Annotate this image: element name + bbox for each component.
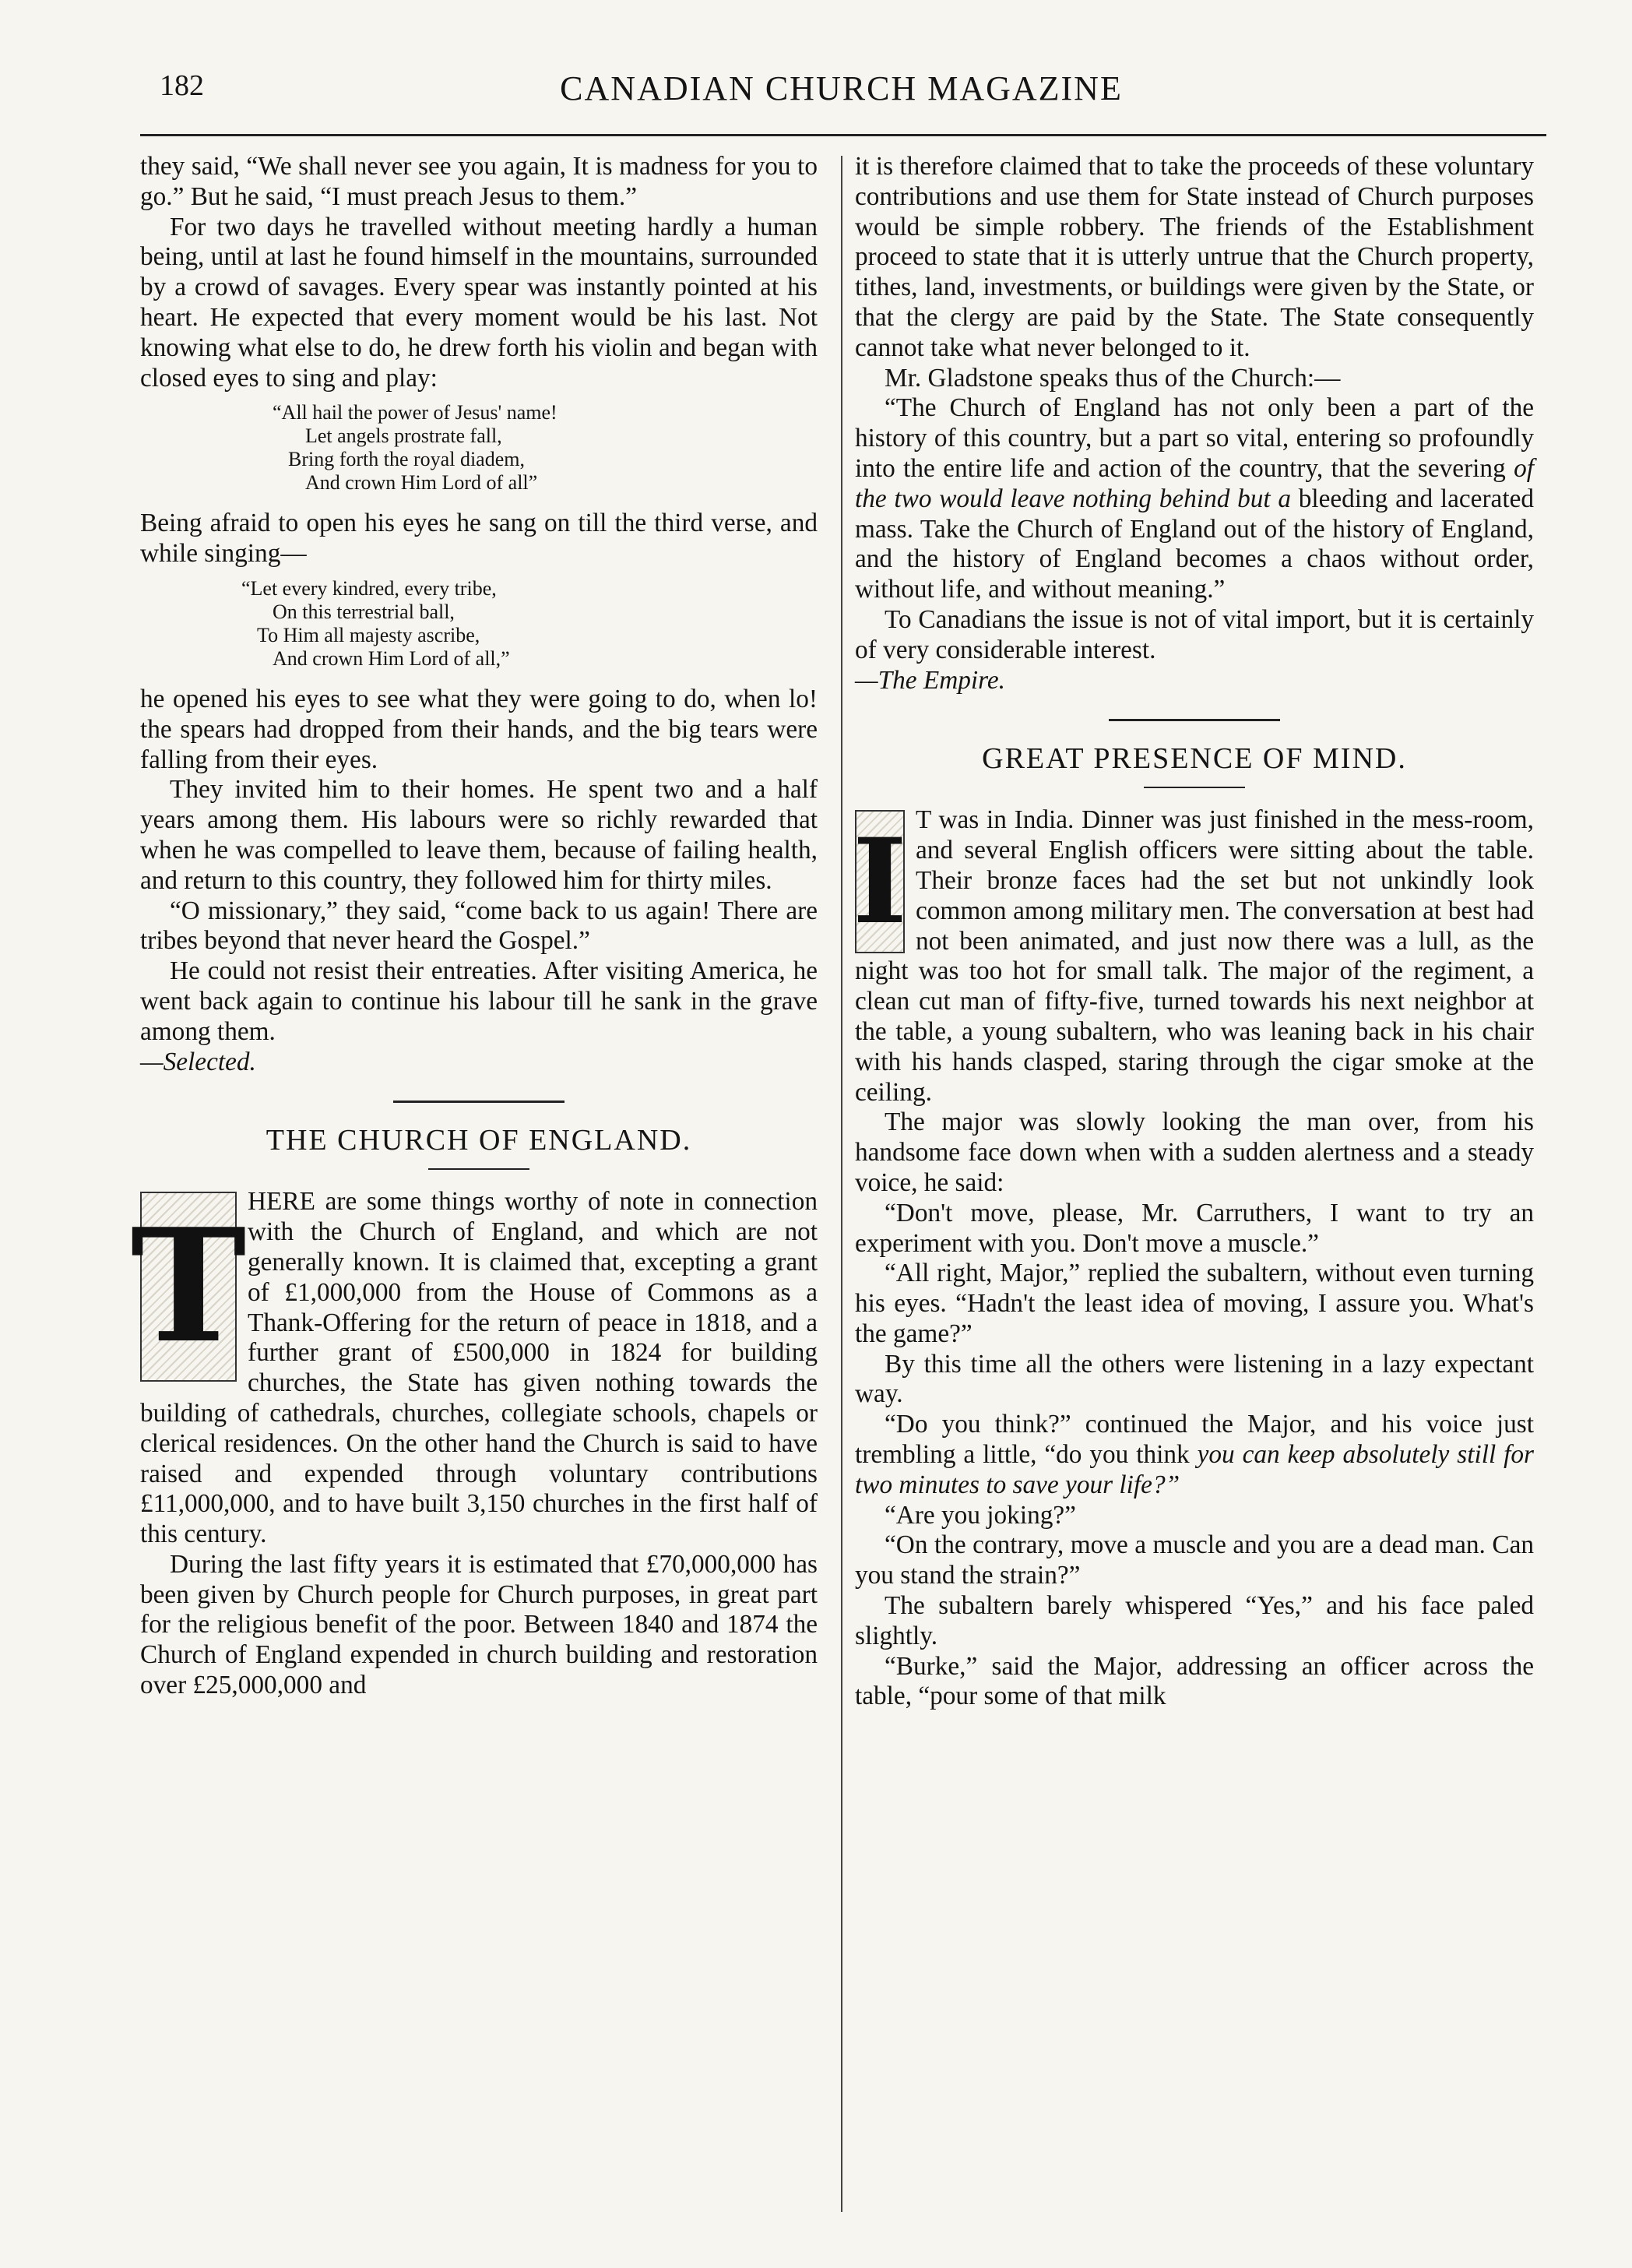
magazine-title: CANADIAN CHURCH MAGAZINE bbox=[560, 69, 1123, 107]
paragraph: To Canadians the issue is not of vital import, but it is certainly of very considerable interest. bbox=[855, 604, 1534, 664]
paragraph: He could not resist their entreaties. After visiting America, he went back again to continue his labour till he sank in the grave among them. bbox=[140, 956, 818, 1046]
paragraph: “Burke,” said the Major, addressing an officer across the table, “pour some of that milk bbox=[855, 1651, 1534, 1711]
verse-line: “All hail the power of Jesus' name! bbox=[273, 401, 557, 424]
header-rule bbox=[140, 134, 1546, 136]
column-divider bbox=[841, 156, 842, 2212]
verse-line: On this terrestrial ball, bbox=[273, 600, 455, 623]
quote-emphasis: of the two would leave nothing behind but a bbox=[855, 453, 1534, 513]
verse-line: Let angels prostrate fall, bbox=[305, 424, 502, 448]
paragraph: For two days he travelled without meeting hardly a human being, until at last he found himself in the mountains, surrounded by a crowd of savages. Every spear was instantly pointed at his heart. He expected that every moment would be his last. Not knowing what else to do, he drew forth his violin and began with closed eyes to sing and play: bbox=[140, 212, 818, 393]
paragraph: Being afraid to open his eyes he sang on till the third verse, and while singing— bbox=[140, 509, 818, 569]
paragraph: They invited him to their homes. He spent two and a half years among them. His labours were so richly rewarded that when he was compelled to leave them, because of failing health, and return to this country, they followed him for thirty miles. bbox=[140, 775, 818, 895]
quote-text: “The Church of England has not only been a part of the history of this country, but a part so vital, entering so profoundly into the entire life and action of the country, that the severing bbox=[855, 393, 1534, 483]
verse-line: And crown Him Lord of all” bbox=[305, 471, 538, 495]
dialogue-emphasis: you can keep absolutely still for two minutes to save your life?” bbox=[855, 1440, 1534, 1499]
source-credit: —The Empire. bbox=[855, 665, 1005, 695]
paragraph: The subaltern barely whispered “Yes,” and his face paled slightly. bbox=[855, 1591, 1534, 1650]
paragraph: Mr. Gladstone speaks thus of the Church:— bbox=[885, 363, 1341, 393]
paragraph: The major was slowly looking the man over, from his handsome face down when with a sudden alertness and a steady voice, he said: bbox=[855, 1108, 1534, 1197]
hymn-verse bbox=[140, 401, 818, 495]
paragraph: By this time all the others were listening in a lazy expectant way. bbox=[855, 1349, 1534, 1409]
verse-line: And crown Him Lord of all,” bbox=[273, 646, 510, 670]
page-number: 182 bbox=[160, 69, 204, 102]
dialogue-text: “Do you think?” continued the Major, and his voice just trembling a little, “do you think bbox=[855, 1410, 1534, 1470]
paragraph: T was in India. Dinner was just finished in the mess-room, and several English officers were sitting about the table. Their bronze faces had the set but not unkindly look common among military men. The conversation at best had not been animated, and just now there was a lull, as the night was too hot for small talk. The major of the regiment, a clean cut man of fifty-five, turned towards his next neighbor at the table, a young subaltern, who was leaning back in his chair with his hands clasped, staring through the cigar smoke at the ceiling. bbox=[855, 805, 1534, 1107]
paragraph: HERE are some things worthy of note in connection with the Church of England, and which are not generally known. It is claimed that, excepting a grant of £1,000,000 from the House of Commons as a Thank-Offering for the return of peace in 1818, and a further grant of £500,000 in 1824 for building churches, the State has given nothing towards the building of cathedrals, churches, collegiate schools, chapels or clerical residences. On the other hand the Church is said to have raised and expended through voluntary contributions £11,000,000, and to have built 3,150 churches in the first half of this century. bbox=[140, 1187, 818, 1549]
paragraph: “All right, Major,” replied the subaltern, without even turning his eyes. “Hadn't the least idea of moving, I assure you. What's the game?” bbox=[855, 1259, 1534, 1348]
drop-cap-initial: I bbox=[855, 810, 905, 953]
section-divider bbox=[393, 1101, 565, 1103]
paragraph bbox=[855, 393, 1534, 605]
section-heading: GREAT PRESENCE OF MIND. bbox=[982, 742, 1407, 776]
heading-rule bbox=[428, 1168, 529, 1170]
source-credit: —Selected. bbox=[140, 1047, 256, 1076]
section-heading: THE CHURCH OF ENGLAND. bbox=[266, 1124, 692, 1157]
paragraph: they said, “We shall never see you again, It is madness for you to go.” But he said, “I must preach Jesus to them.” bbox=[140, 152, 818, 211]
paragraph bbox=[855, 1410, 1534, 1500]
paragraph: “Are you joking?” bbox=[885, 1500, 1076, 1530]
section-divider bbox=[1109, 719, 1280, 721]
paragraph: “On the contrary, move a muscle and you are a dead man. Can you stand the strain?” bbox=[855, 1530, 1534, 1590]
paragraph: During the last fifty years it is estimated that £70,000,000 has been given by Church people for Church purposes, in great part for the religious benefit of the poor. Between 1840 and 1874 the Church of England expended in church building and restoration over £25,000,000 and bbox=[140, 1549, 818, 1700]
paragraph: he opened his eyes to see what they were going to do, when lo! the spears had dropped from their hands, and the big tears were falling from their eyes. bbox=[140, 684, 818, 774]
verse-line: “Let every kindred, every tribe, bbox=[241, 576, 497, 600]
verse-line: To Him all majesty ascribe, bbox=[257, 623, 480, 646]
paragraph: “Don't move, please, Mr. Carruthers, I want to try an experiment with you. Don't move a muscle.” bbox=[855, 1198, 1534, 1258]
running-head bbox=[160, 69, 1523, 115]
drop-cap-initial: T bbox=[140, 1192, 237, 1382]
verse-line: Bring forth the royal diadem, bbox=[288, 448, 525, 471]
paragraph: it is therefore claimed that to take the proceeds of these voluntary contributions and use them for State instead of Church purposes would be simple robbery. The friends of the Establishment proceed to state that it is utterly untrue that the Church property, tithes, land, investments, or buildings were given by the State, or that the clergy are paid by the State. The State consequently cannot take what never belonged to it. bbox=[855, 152, 1534, 362]
quote-text: bleeding and lacerated mass. Take the Church of England out of the history of England, and the history of England becomes a chaos without order, without life, and without meaning.” bbox=[855, 484, 1534, 604]
right-column bbox=[852, 152, 1534, 1712]
heading-rule bbox=[1144, 787, 1245, 788]
paragraph: “O missionary,” they said, “come back to us again! There are tribes beyond that never heard the Gospel.” bbox=[140, 896, 818, 956]
hymn-verse bbox=[140, 577, 818, 671]
left-column bbox=[130, 152, 818, 1701]
